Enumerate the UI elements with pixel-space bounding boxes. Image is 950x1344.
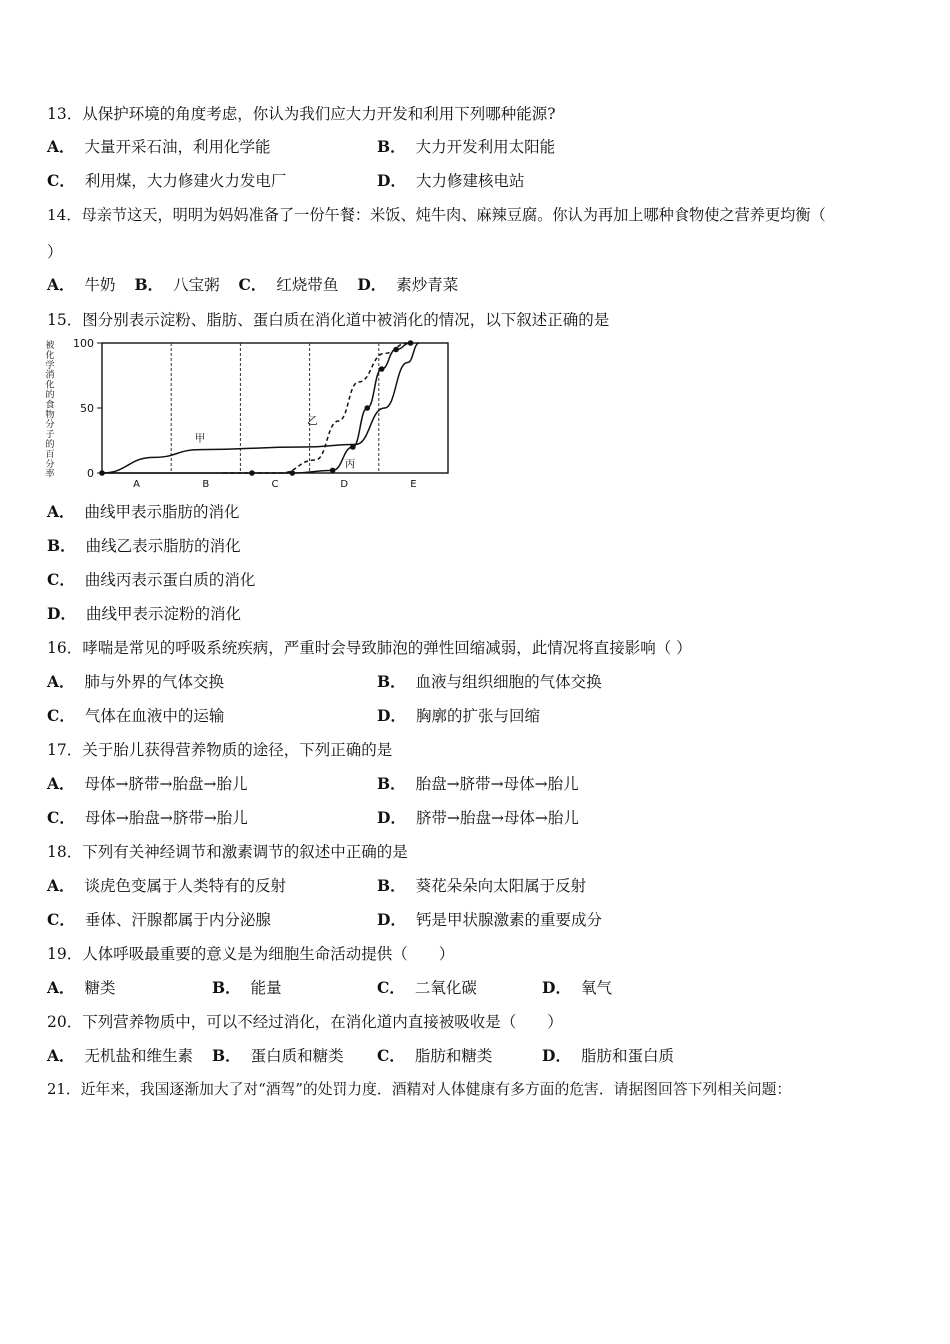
option-text: 气体在血液中的运输 bbox=[84, 707, 225, 725]
option-letter: A． bbox=[47, 672, 75, 691]
option-text: 母体→脐带→胎盘→胎儿 bbox=[84, 775, 248, 793]
q15-option-d[interactable] bbox=[47, 604, 241, 624]
series-point-丙 bbox=[364, 405, 370, 411]
y-tick-label: 100 bbox=[73, 338, 94, 350]
option-letter: C． bbox=[47, 706, 75, 725]
q14-option-b[interactable] bbox=[134, 275, 219, 295]
q16-option-d[interactable] bbox=[377, 706, 540, 726]
q18-option-d[interactable] bbox=[377, 910, 602, 930]
q18-option-c[interactable] bbox=[47, 910, 271, 930]
region-dividers bbox=[171, 343, 379, 473]
y-axis-label bbox=[45, 339, 54, 480]
option-text: 脐带→胎盘→母体→胎儿 bbox=[415, 809, 579, 827]
option-letter: D． bbox=[377, 171, 406, 190]
plot-border bbox=[102, 343, 448, 473]
option-text: 胸廓的扩张与回缩 bbox=[415, 707, 540, 725]
option-text: 钙是甲状腺激素的重要成分 bbox=[415, 911, 602, 929]
y-tick-label: 0 bbox=[87, 467, 94, 480]
q16-option-c[interactable] bbox=[47, 706, 224, 726]
option-letter: B． bbox=[377, 876, 406, 895]
option-text: 谈虎色变属于人类特有的反射 bbox=[84, 877, 287, 895]
option-text: 大量开采石油，利用化学能 bbox=[84, 138, 271, 156]
option-letter: D． bbox=[377, 706, 406, 725]
option-text: 垂体、汗腺都属于内分泌腺 bbox=[84, 911, 271, 929]
q14-option-d[interactable] bbox=[357, 275, 458, 295]
question-14-stem-cont: ） bbox=[47, 243, 63, 261]
x-category-label: E bbox=[410, 479, 417, 490]
q17-option-c[interactable] bbox=[47, 808, 248, 828]
option-letter: B． bbox=[377, 672, 406, 691]
option-text: 氧气 bbox=[580, 979, 612, 997]
series-labels bbox=[195, 415, 356, 470]
q14-options-row bbox=[47, 275, 458, 295]
y-axis-label-text: 被化学消化的食物分子的百分率 bbox=[45, 340, 55, 480]
series-line-甲 bbox=[102, 343, 419, 473]
q17-option-b[interactable] bbox=[377, 774, 579, 794]
question-14-stem: 14．母亲节这天，明明为妈妈准备了一份午餐：米饭、炖牛肉、麻辣豆腐。你认为再加上哪种食物使之营养更均衡（ bbox=[47, 206, 826, 224]
option-letter: A． bbox=[47, 978, 75, 997]
option-text: 脂肪和糖类 bbox=[414, 1047, 493, 1065]
option-letter: A． bbox=[47, 275, 75, 294]
q20-option-a[interactable] bbox=[47, 1046, 193, 1066]
x-category-label: B bbox=[202, 479, 210, 490]
option-letter: B． bbox=[47, 536, 76, 555]
series-point-丙 bbox=[249, 470, 255, 476]
option-letter: C． bbox=[47, 808, 75, 827]
question-18-stem: 18．下列有关神经调节和激素调节的叙述中正确的是 bbox=[47, 843, 408, 861]
question-19-stem: 19．人体呼吸最重要的意义是为细胞生命活动提供（ ） bbox=[47, 945, 455, 963]
q16-option-a[interactable] bbox=[47, 672, 224, 692]
q13-option-d[interactable] bbox=[377, 171, 524, 191]
digestion-chart bbox=[40, 338, 454, 492]
q16-option-b[interactable] bbox=[377, 672, 602, 692]
option-text: 大力开发利用太阳能 bbox=[415, 138, 556, 156]
option-text: 牛奶 bbox=[84, 276, 116, 294]
chart-frame bbox=[102, 343, 448, 473]
series-point-丙 bbox=[99, 470, 105, 476]
series-point-丙 bbox=[350, 444, 356, 450]
option-letter: A． bbox=[47, 502, 75, 521]
question-21-stem: 21．近年来，我国逐渐加大了对“酒驾”的处罚力度．酒精对人体健康有多方面的危害．请据图回答下列相关问题： bbox=[47, 1081, 792, 1098]
question-20-stem: 20．下列营养物质中，可以不经过消化，在消化道内直接被吸收是（ ） bbox=[47, 1013, 563, 1031]
option-letter: B． bbox=[377, 137, 406, 156]
series-point-丙 bbox=[393, 347, 399, 353]
q18-option-b[interactable] bbox=[377, 876, 586, 896]
option-letter: B． bbox=[212, 978, 241, 997]
option-letter: B． bbox=[212, 1046, 241, 1065]
option-text: 血液与组织细胞的气体交换 bbox=[415, 673, 602, 691]
option-letter: D． bbox=[542, 1046, 571, 1065]
q14-option-c[interactable] bbox=[239, 275, 339, 295]
option-text: 利用煤，大力修建火力发电厂 bbox=[84, 172, 287, 190]
series-label: 乙 bbox=[307, 415, 318, 427]
question-16-stem: 16．哮喘是常见的呼吸系统疾病，严重时会导致肺泡的弹性回缩减弱，此情况将直接影响（ ） bbox=[47, 639, 692, 657]
q13-option-a[interactable] bbox=[47, 137, 271, 157]
option-text: 曲线甲表示脂肪的消化 bbox=[84, 503, 240, 521]
x-category-labels bbox=[133, 479, 416, 490]
option-text: 母体→胎盘→脐带→胎儿 bbox=[84, 809, 248, 827]
q15-option-a[interactable] bbox=[47, 502, 240, 522]
option-text: 曲线乙表示脂肪的消化 bbox=[85, 537, 241, 555]
option-letter: A． bbox=[47, 1046, 75, 1065]
option-letter: A． bbox=[47, 876, 75, 895]
option-text: 大力修建核电站 bbox=[415, 172, 525, 190]
option-text: 曲线甲表示淀粉的消化 bbox=[85, 605, 241, 623]
option-text: 八宝粥 bbox=[173, 276, 220, 294]
option-letter: A． bbox=[47, 774, 75, 793]
option-letter: D． bbox=[377, 910, 406, 929]
option-letter: C． bbox=[377, 978, 405, 997]
question-13-stem: 13．从保护环境的角度考虑，你认为我们应大力开发和利用下列哪种能源? bbox=[47, 105, 556, 123]
option-text: 能量 bbox=[250, 979, 282, 997]
q20-option-c[interactable] bbox=[377, 1046, 492, 1066]
x-category-label: A bbox=[133, 479, 141, 490]
option-letter: B． bbox=[134, 275, 164, 294]
q19-option-b[interactable] bbox=[212, 978, 282, 998]
question-17-stem: 17．关于胎儿获得营养物质的途径，下列正确的是 bbox=[47, 741, 393, 759]
option-letter: D． bbox=[542, 978, 571, 997]
q18-option-a[interactable] bbox=[47, 876, 286, 896]
q14-option-a[interactable] bbox=[47, 275, 116, 295]
series-line-丙 bbox=[102, 343, 411, 473]
option-letter: B． bbox=[377, 774, 406, 793]
q19-option-a[interactable] bbox=[47, 978, 116, 998]
option-text: 肺与外界的气体交换 bbox=[84, 673, 225, 691]
q17-option-d[interactable] bbox=[377, 808, 579, 828]
series-point-丙 bbox=[290, 470, 296, 476]
option-letter: C． bbox=[377, 1046, 405, 1065]
y-ticks bbox=[73, 338, 102, 480]
q20-option-b[interactable] bbox=[212, 1046, 344, 1066]
series-point-丙 bbox=[408, 340, 414, 346]
option-text: 二氧化碳 bbox=[414, 979, 477, 997]
option-letter: D． bbox=[47, 604, 76, 623]
option-letter: D． bbox=[357, 275, 387, 294]
option-text: 胎盘→脐带→母体→胎儿 bbox=[415, 775, 579, 793]
q20-option-d[interactable] bbox=[542, 1046, 674, 1066]
series-point-丙 bbox=[330, 468, 336, 474]
q17-option-a[interactable] bbox=[47, 774, 248, 794]
series-label: 丙 bbox=[344, 458, 356, 470]
option-text: 红烧带鱼 bbox=[276, 276, 339, 294]
option-text: 曲线丙表示蛋白质的消化 bbox=[84, 571, 256, 589]
question-15-stem: 15．图分别表示淀粉、脂肪、蛋白质在消化道中被消化的情况，以下叙述正确的是 bbox=[47, 311, 610, 329]
series-label: 甲 bbox=[194, 432, 206, 445]
series-point-丙 bbox=[379, 366, 385, 372]
q19-option-d[interactable] bbox=[542, 978, 612, 998]
q19-option-c[interactable] bbox=[377, 978, 477, 998]
q13-option-c[interactable] bbox=[47, 171, 286, 191]
option-text: 脂肪和蛋白质 bbox=[580, 1047, 674, 1065]
option-letter: C． bbox=[47, 570, 75, 589]
option-letter: A． bbox=[47, 137, 75, 156]
series-line-乙 bbox=[223, 343, 408, 473]
option-text: 素炒青菜 bbox=[396, 276, 459, 294]
option-text: 葵花朵朵向太阳属于反射 bbox=[415, 877, 587, 895]
x-category-label: D bbox=[340, 479, 349, 490]
option-letter: D． bbox=[377, 808, 406, 827]
option-text: 无机盐和维生素 bbox=[84, 1047, 194, 1065]
option-text: 蛋白质和糖类 bbox=[250, 1047, 344, 1065]
q15-option-b[interactable] bbox=[47, 536, 241, 556]
option-letter: C． bbox=[47, 171, 75, 190]
y-tick-label: 50 bbox=[80, 402, 94, 415]
option-letter: C． bbox=[47, 910, 75, 929]
x-category-label: C bbox=[271, 479, 279, 490]
q15-option-c[interactable] bbox=[47, 570, 255, 590]
q13-option-b[interactable] bbox=[377, 137, 555, 157]
option-text: 糖类 bbox=[84, 979, 116, 997]
series-lines bbox=[99, 340, 419, 476]
option-letter: C． bbox=[238, 275, 267, 294]
